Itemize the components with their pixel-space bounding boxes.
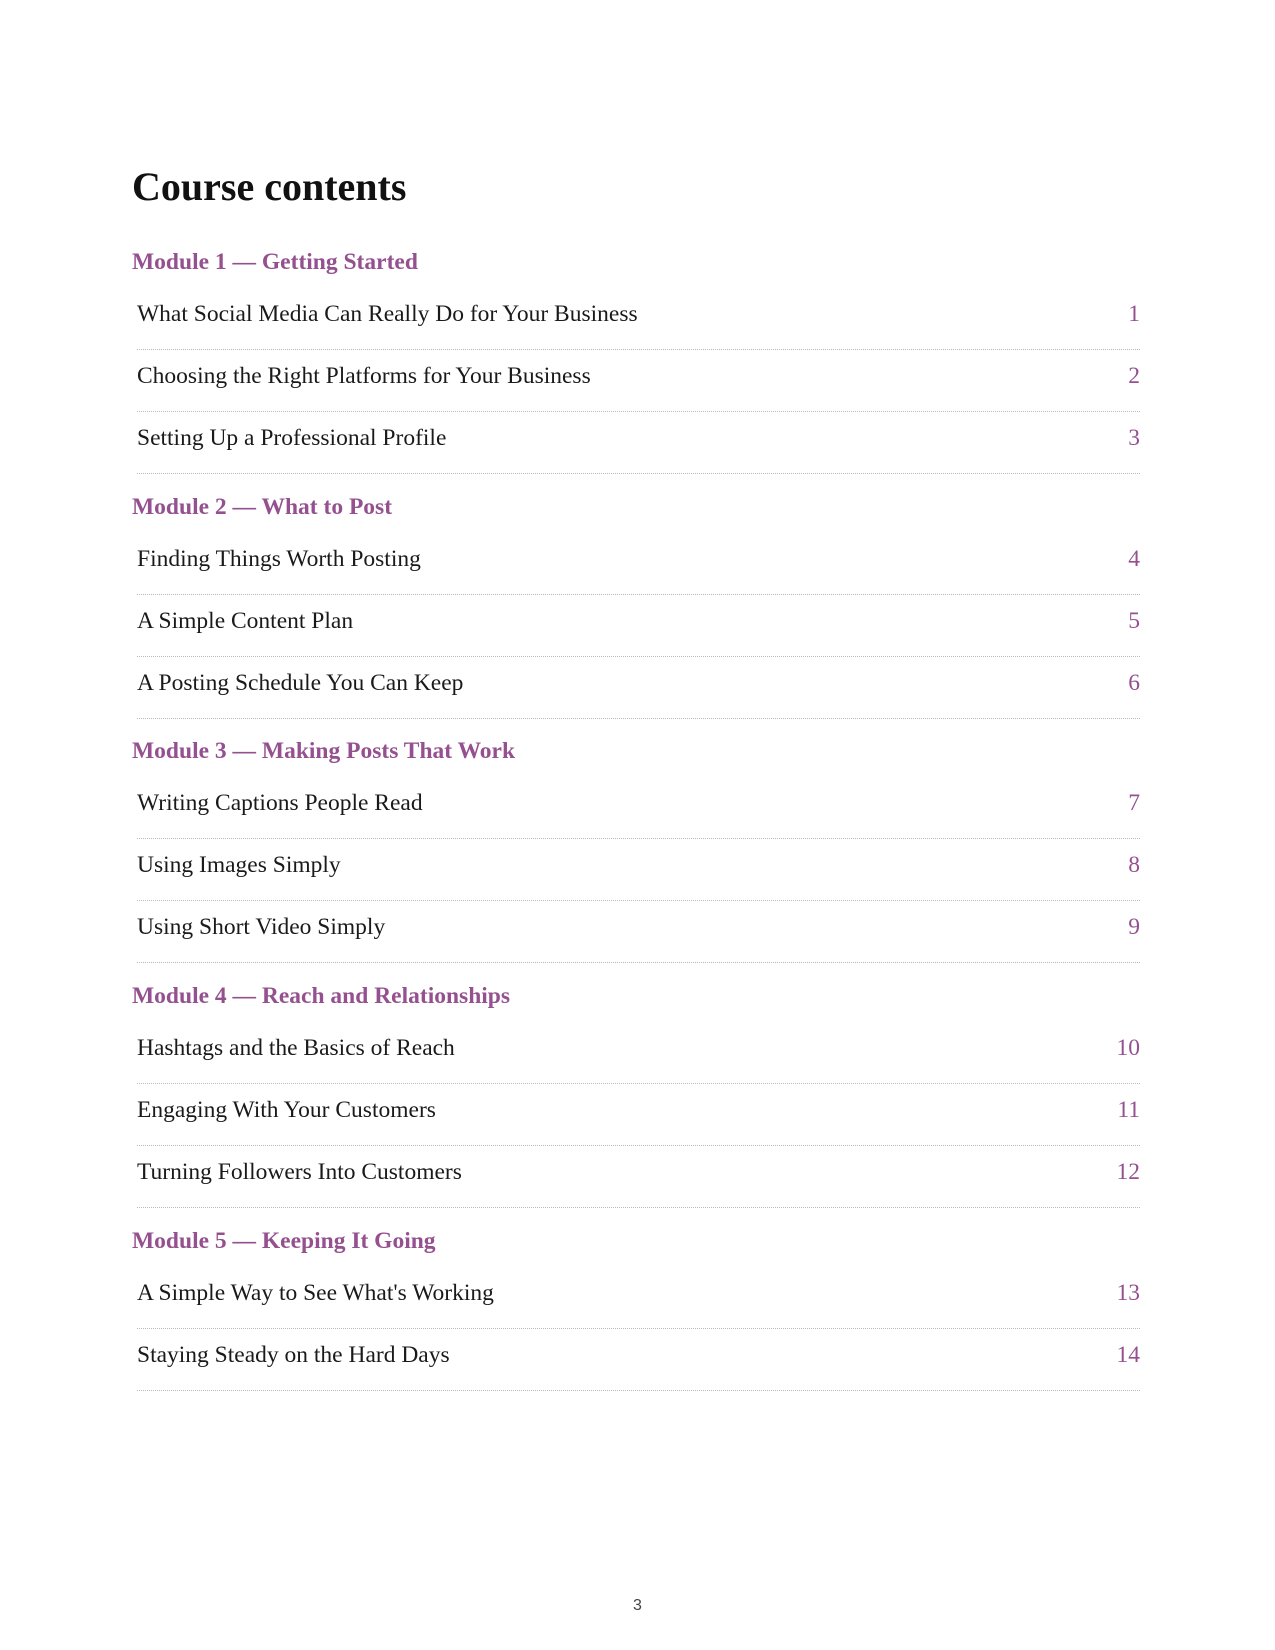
module-heading: Module 3 — Making Posts That Work	[132, 738, 516, 764]
module-heading: Module 4 — Reach and Relationships	[132, 983, 511, 1009]
toc-entry-title: Turning Followers Into Customers	[137, 1159, 462, 1185]
toc-entry-title: A Simple Content Plan	[137, 608, 354, 634]
toc-entry-title: A Simple Way to See What's Working	[137, 1280, 494, 1306]
toc-entry[interactable]	[137, 837, 1140, 901]
toc-entry-title: Choosing the Right Platforms for Your Business	[137, 363, 591, 389]
page-title: Course contents	[132, 164, 407, 209]
toc-entry-page-number: 6	[1128, 670, 1140, 696]
toc-entry[interactable]	[137, 1327, 1140, 1391]
toc-entry[interactable]	[137, 775, 1140, 839]
toc-entry[interactable]	[137, 286, 1140, 350]
toc-entry-page-number: 3	[1128, 425, 1140, 451]
toc-entry[interactable]	[137, 1020, 1140, 1084]
toc-entry[interactable]	[137, 1082, 1140, 1146]
module-heading: Module 1 — Getting Started	[132, 249, 418, 275]
toc-entry[interactable]	[137, 1144, 1140, 1208]
toc-entry-page-number: 14	[1116, 1342, 1140, 1368]
toc-entry-page-number: 1	[1128, 301, 1140, 327]
toc-entry[interactable]	[137, 348, 1140, 412]
toc-entry-page-number: 13	[1116, 1280, 1140, 1306]
toc-entry[interactable]	[137, 899, 1140, 963]
module-heading: Module 2 — What to Post	[132, 494, 393, 520]
toc-entry-page-number: 5	[1128, 608, 1140, 634]
toc-entry-page-number: 11	[1117, 1097, 1140, 1123]
toc-entry-title: Hashtags and the Basics of Reach	[137, 1035, 455, 1061]
toc-entry[interactable]	[137, 410, 1140, 474]
footer-page-number: 3	[633, 1597, 642, 1614]
toc-entry-title: A Posting Schedule You Can Keep	[137, 670, 464, 696]
toc-entry-title: Finding Things Worth Posting	[137, 546, 421, 572]
toc-entry-title: Staying Steady on the Hard Days	[137, 1342, 450, 1368]
toc-entry-title: Writing Captions People Read	[137, 790, 423, 816]
toc-entry-title: Using Short Video Simply	[137, 914, 386, 940]
toc-entry[interactable]	[137, 531, 1140, 595]
toc-entry[interactable]	[137, 655, 1140, 719]
toc-entry-title: Using Images Simply	[137, 852, 341, 878]
toc-entry-title: What Social Media Can Really Do for Your Business	[137, 301, 638, 327]
toc-entry-page-number: 10	[1116, 1035, 1140, 1061]
module-heading: Module 5 — Keeping It Going	[132, 1228, 436, 1254]
toc-entry-title: Engaging With Your Customers	[137, 1097, 436, 1123]
toc-entry-page-number: 7	[1128, 790, 1140, 816]
toc-entry-title: Setting Up a Professional Profile	[137, 425, 447, 451]
toc-entry[interactable]	[137, 1265, 1140, 1329]
toc-entry-page-number: 9	[1128, 914, 1140, 940]
toc-entry-page-number: 2	[1128, 363, 1140, 389]
toc-entry[interactable]	[137, 593, 1140, 657]
toc-entry-page-number: 12	[1116, 1159, 1140, 1185]
toc-entry-page-number: 4	[1128, 546, 1140, 572]
toc-entry-page-number: 8	[1128, 852, 1140, 878]
